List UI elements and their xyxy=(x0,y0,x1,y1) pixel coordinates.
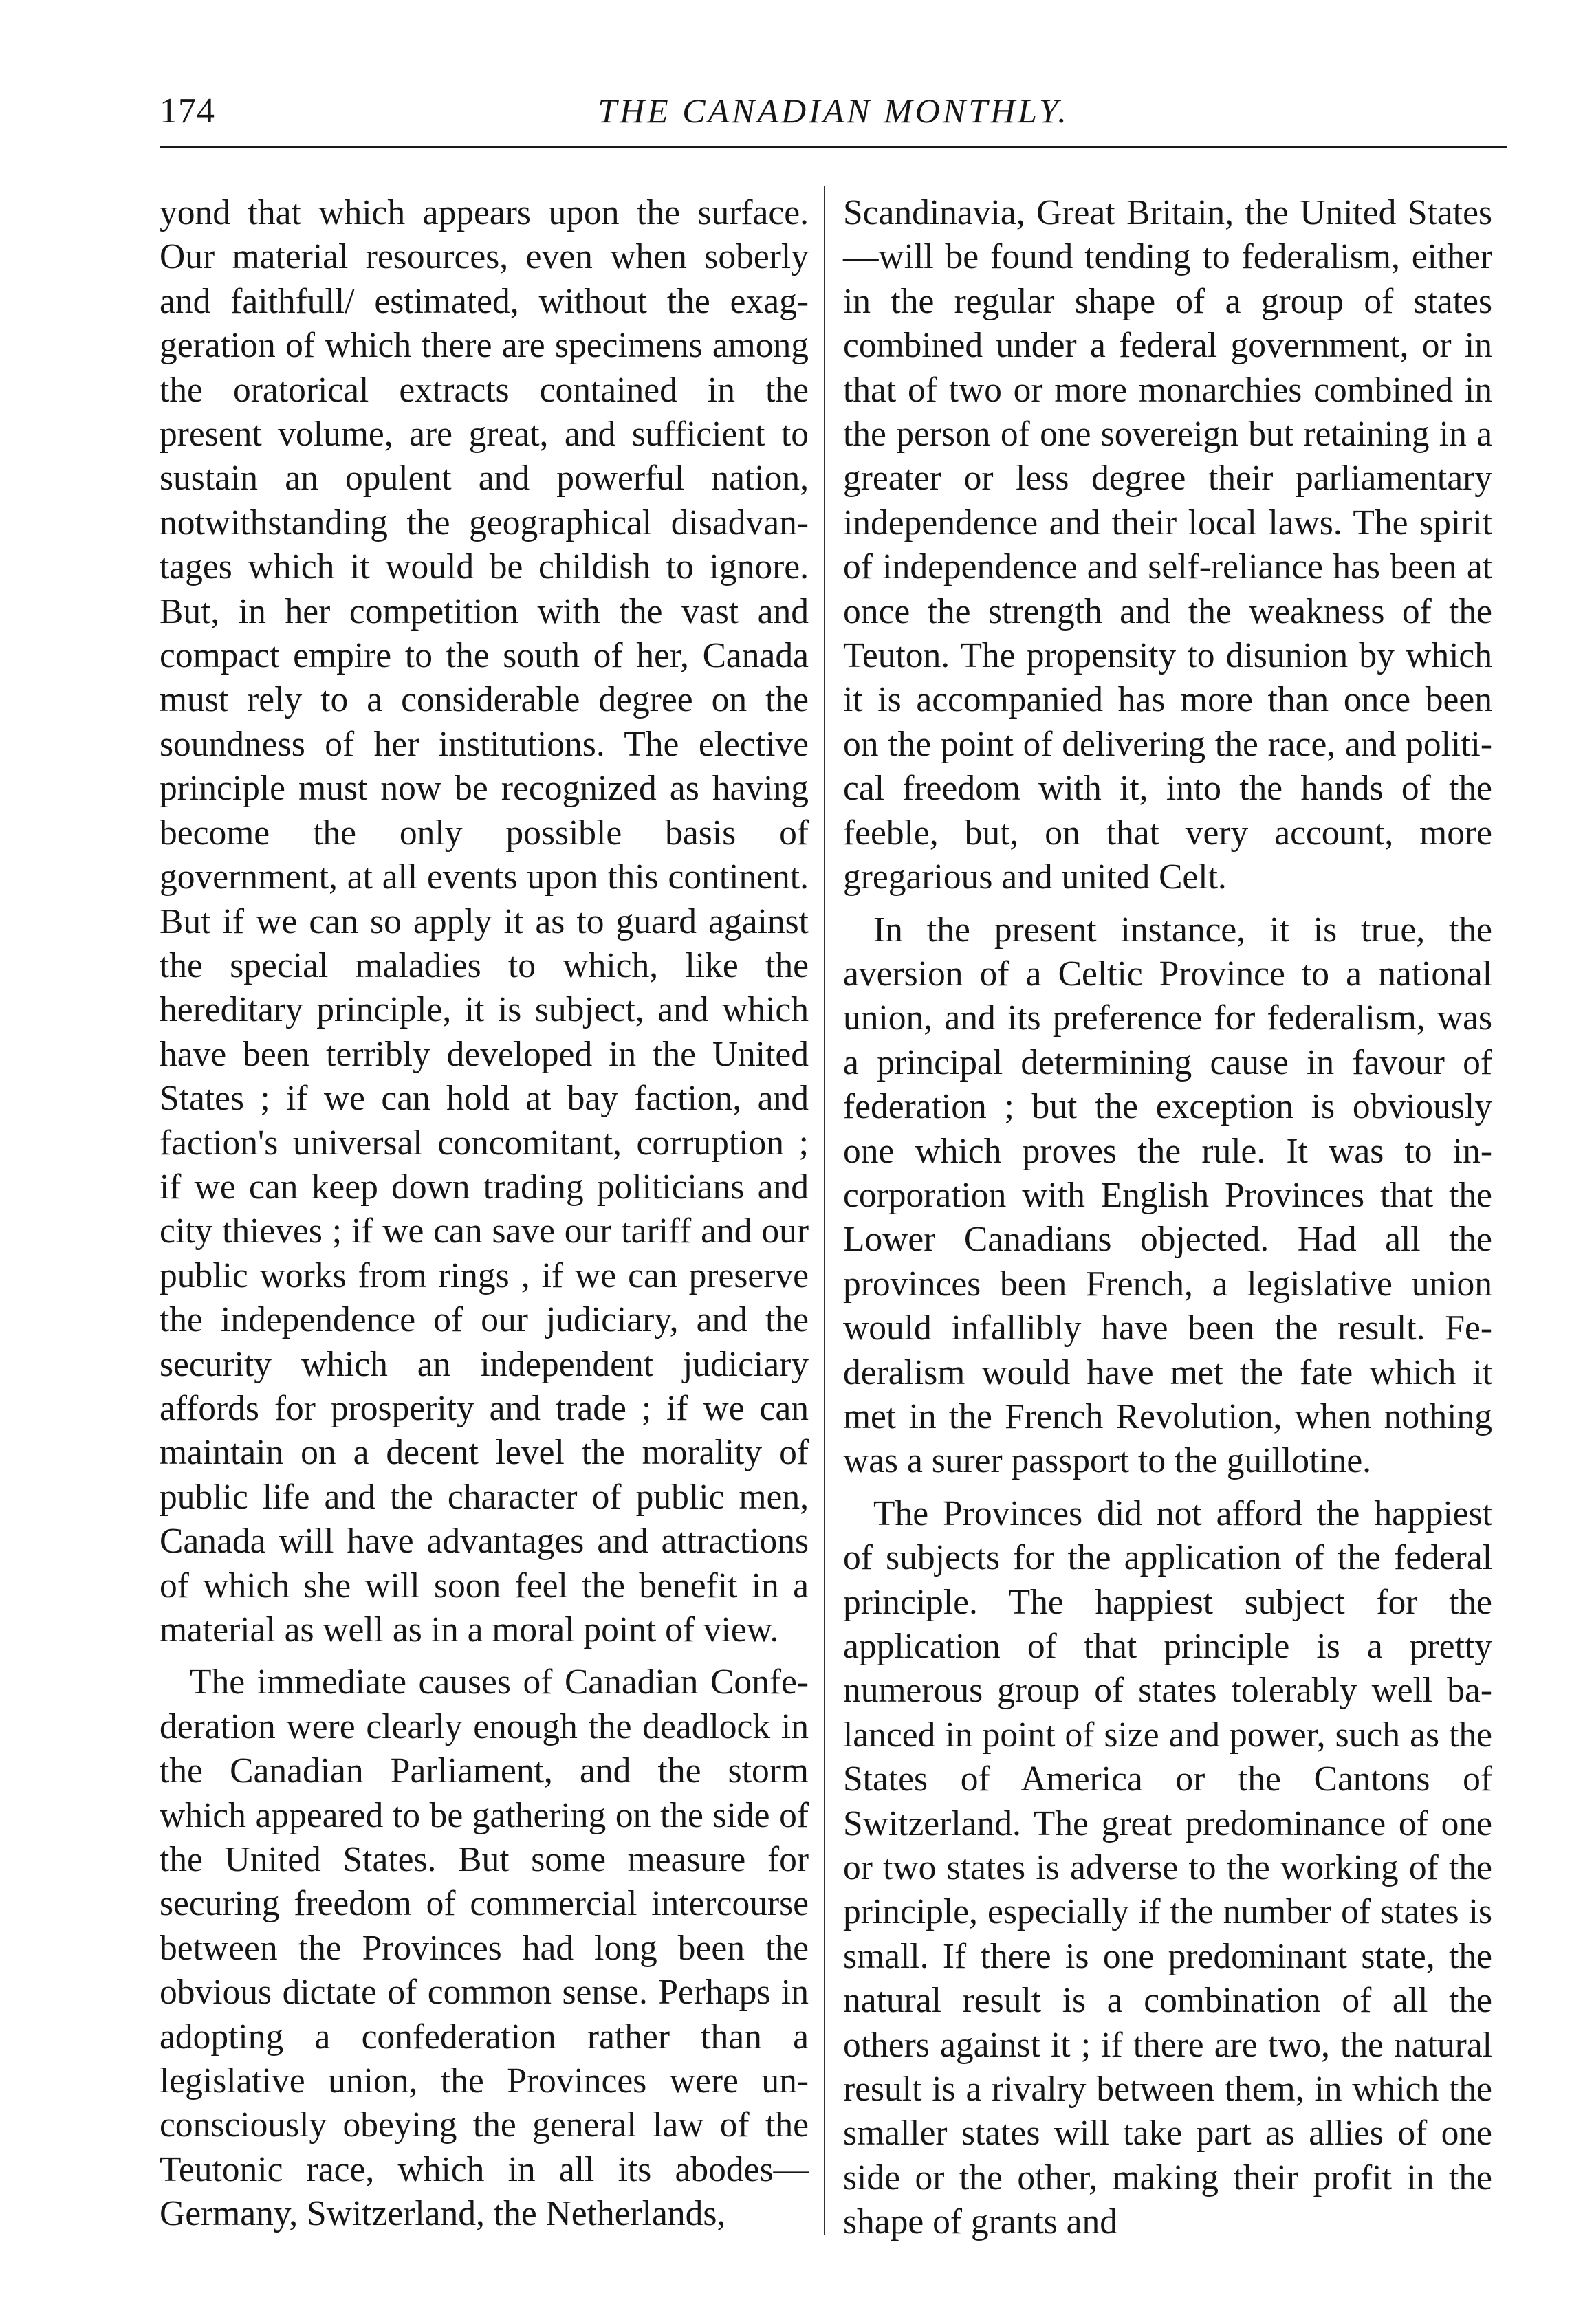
running-title: THE CANADIAN MONTHLY. xyxy=(598,91,1069,130)
left-paragraph-1: yond that which appears upon the surface. Our material resources, even when soberly and faithfull/ estimated, without the exaggeration of which there are specimens among the oratorical extracts contained in the present volume, are great, and sufficient to sustain an opulent and powerful nation, notwithstanding the geographical disadvantages which it would be childish to ignore. But, in her competition with the vast and compact empire to the south of her, Canada must rely to a considerable degree on the soundness of her institutions. The elective principle must now be recognized as having become the only possible basis of government, at all events upon this continent. But if we can so apply it as to guard against the special maladies to which, like the hereditary principle, it is subject, and which have been terribly developed in the United States ; if we can hold at bay faction, and faction's universal concomitant, corruption ; if we can keep down trading politicians and city thieves ; if we can save our tariff and our public works from rings , if we can preserve the independence of our judiciary, and the security which an independent judiciary affords for prosperity and trade ; if we can maintain on a decent level the morality of public life and the character of public men, Canada will have advantages and attractions of which she will soon feel the benefit in a material as well as in a moral point of view. xyxy=(160,193,809,1649)
page-header xyxy=(160,83,1507,144)
right-column xyxy=(843,191,1492,2245)
header-rule xyxy=(160,146,1507,148)
left-paragraph-2: The immediate causes of Canadian Confederation were clearly enough the deadlock in the Canadian Parliament, and the storm which appeared to be gathering on the side of the United States. But some measure for securing freedom of commercial intercourse between the Provinces had long been the obvious dictate of common sense. Perhaps in adopting a confederation rather than a legislative union, the Provinces were unconsciously obeying the general law of the Teutonic race, which in all its abodes— Germany, Switzerland, the Netherlands, xyxy=(160,1663,809,2234)
right-paragraph-3: The Provinces did not afford the happiest of subjects for the application of the federal principle. The happiest subject for the application of that principle is a pretty numerous group of states tolerably well balanced in point of size and power, such as the States of America or the Cantons of Switzerland. The great predominance of one or two states is adverse to the working of the principle, especially if the number of states is small. If there is one predominant state, the natural result is a combination of all the others against it ; if there are two, the natural result is a rivalry between them, in which the smaller states will take part as allies of one side or the other, making their profit in the shape of grants and xyxy=(843,1493,1492,2242)
right-paragraph-1: Scandinavia, Great Britain, the United States—will be found tending to federalism, either in the regular shape of a group of states combined under a federal government, or in that of two or more monarchies combined in the person of one sovereign but retaining in a greater or less degree their parliamentary independence and their local laws. The spirit of independence and self-reliance has been at once the strength and the weakness of the Teuton. The propensity to disunion by which it is accompanied has more than once been on the point of delivering the race, and political freedom with it, into the hands of the feeble, but, on that very account, more gregarious and united Celt. xyxy=(843,193,1492,897)
column-divider xyxy=(824,186,825,2235)
right-paragraph-2: In the present instance, it is true, the aversion of a Celtic Province to a national union, and its preference for federalism, was a principal determining cause in favour of federation ; but the exception is obviously one which proves the rule. It was to incorporation with English Provinces that the Lower Canadians objected. Had all the provinces been French, a legislative union would infallibly have been the result. Federalism would have met the fate which it met in the French Revolution, when nothing was a surer passport to the guillotine. xyxy=(843,910,1492,1481)
left-column xyxy=(160,191,809,2237)
page-number: 174 xyxy=(160,91,215,131)
